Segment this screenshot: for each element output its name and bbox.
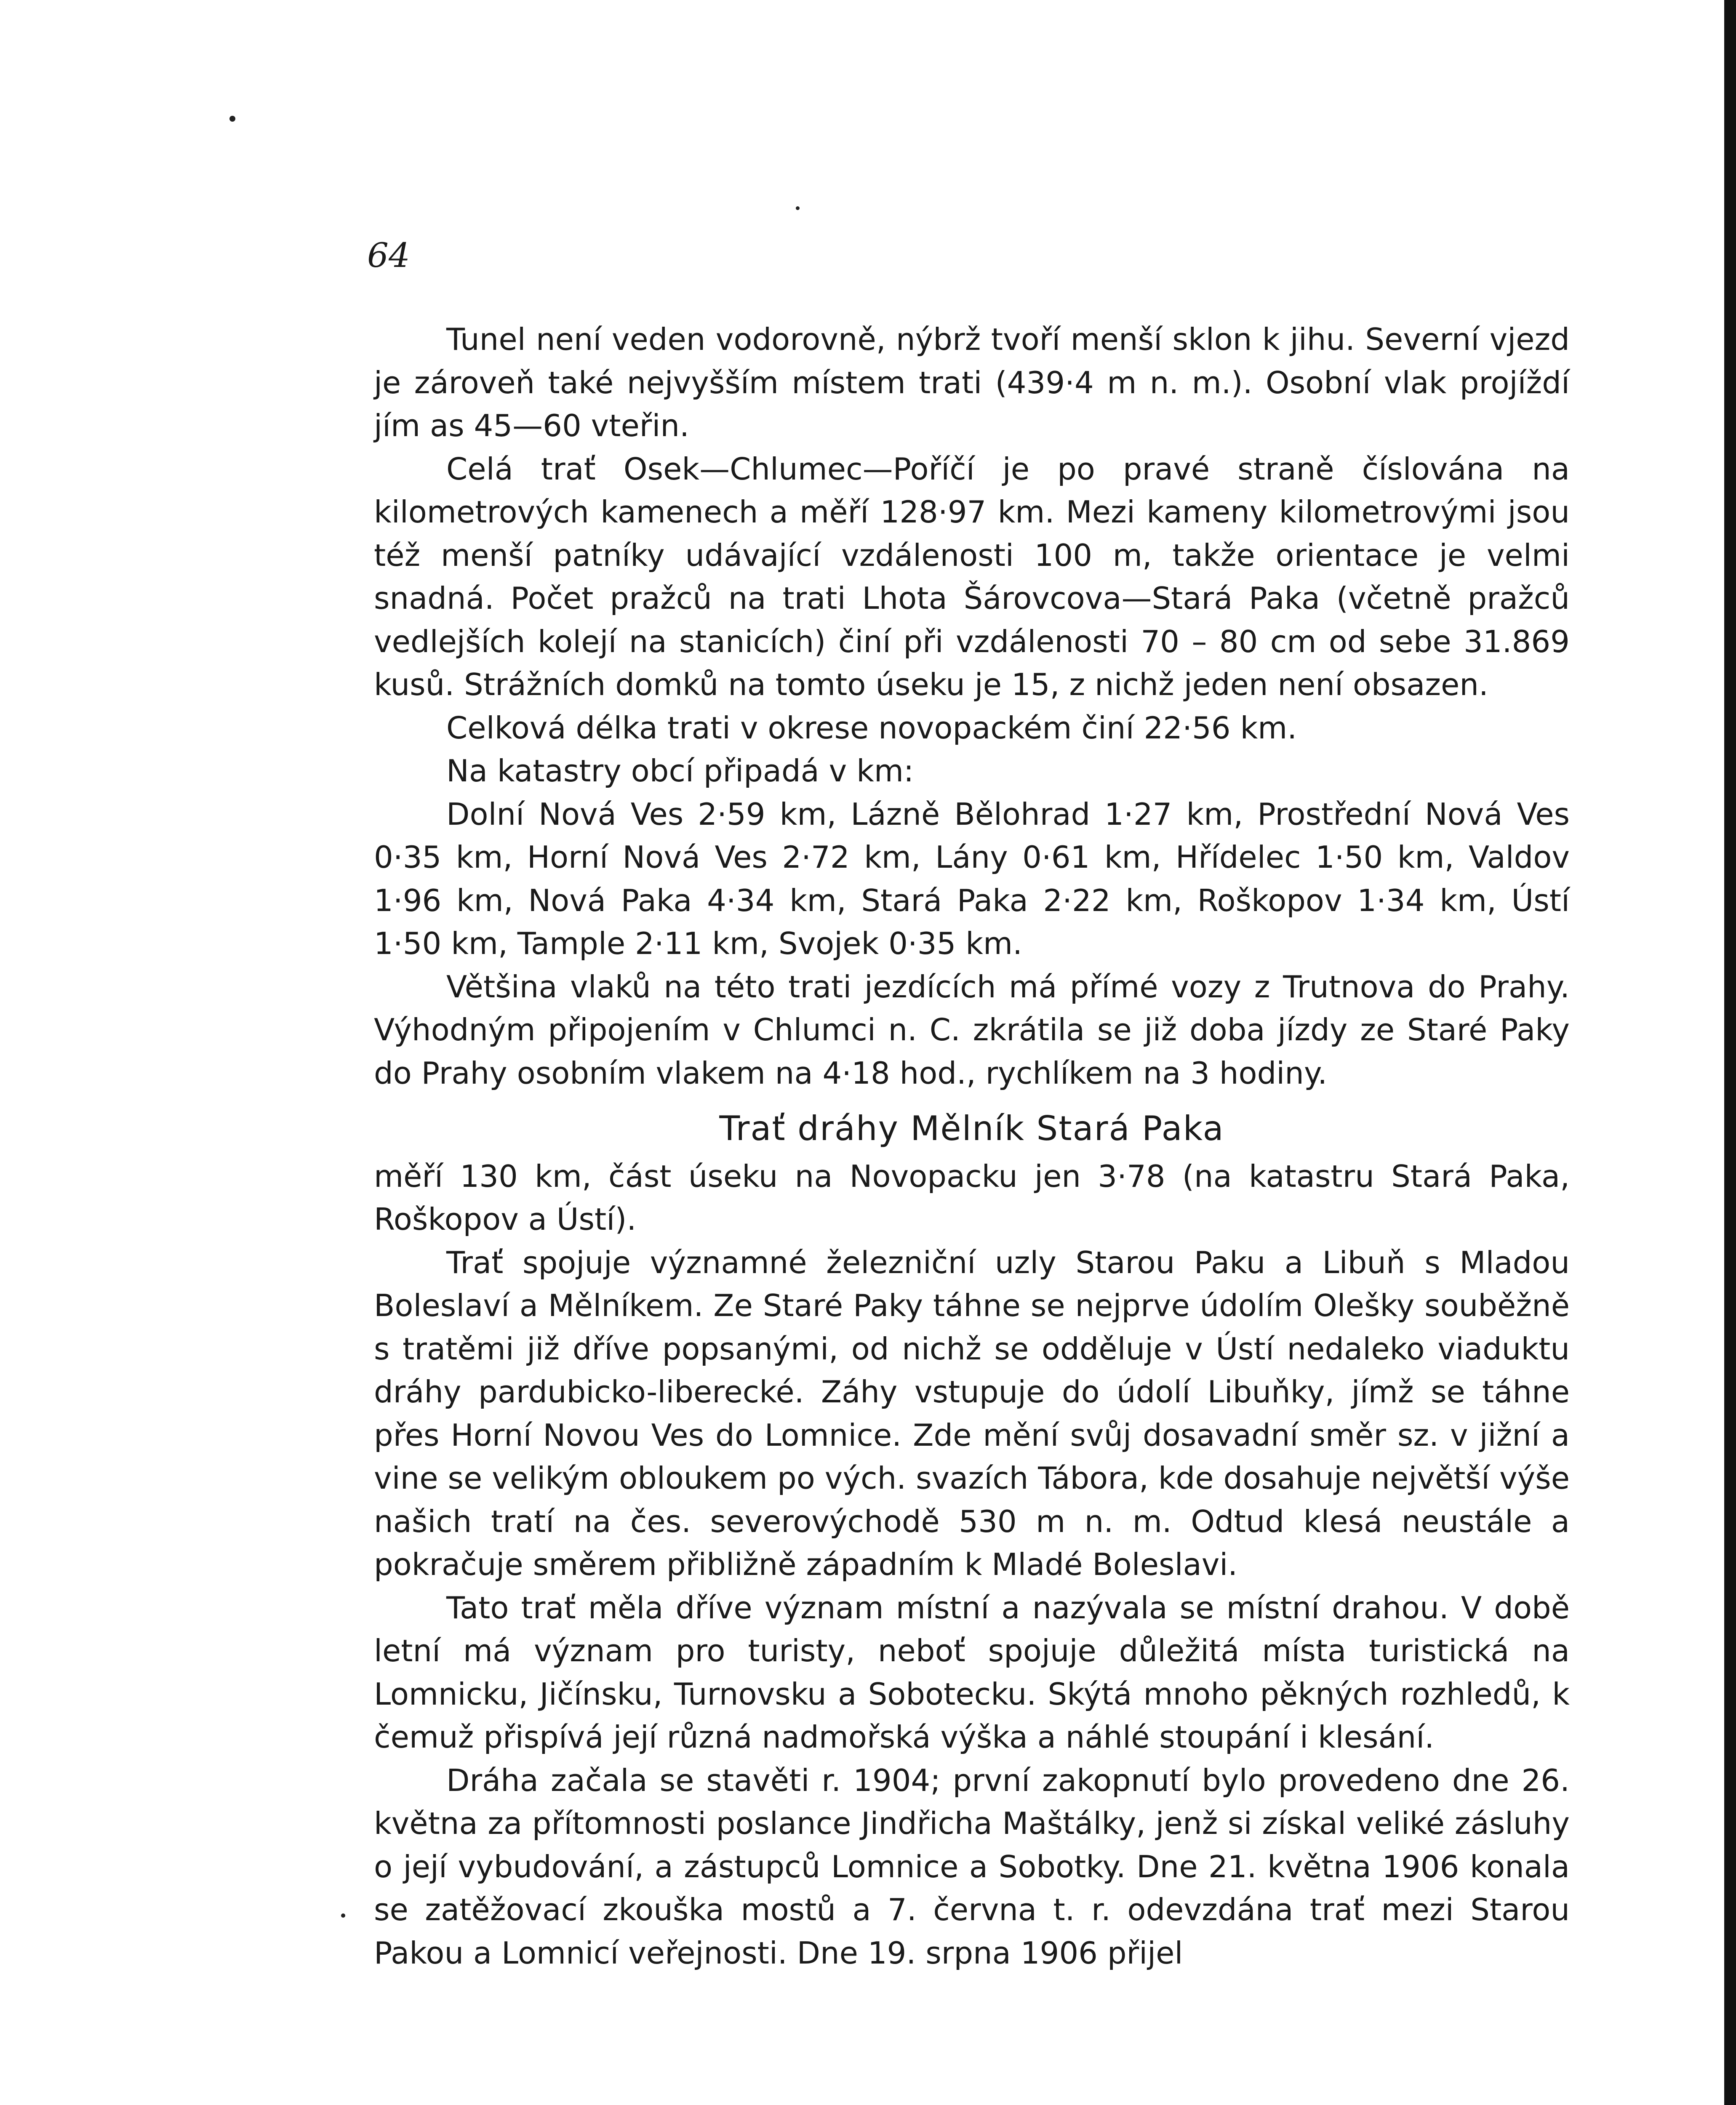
dust-speck [796,206,800,210]
paragraph-trains: Většina vlaků na této trati jezdících má přímé vozy z Trutnova do Prahy. Výhodným připojením v Chlumci n. C. zkrátila se již doba jízdy ze Staré Paky do Prahy osobním vlakem na 4·18 hod., rychlíkem na 3 hodiny. [374,969,1570,1091]
dust-speck [341,1913,345,1918]
paragraph-route: Trať spojuje významné železniční uzly Starou Paku a Libuň s Mladou Boleslaví a Mělníkem. Ze Staré Paky táhne se nejprve údolím Olešky souběžně s tratěmi již dříve popsanými, od nichž se odděluje v Ústí nedaleko viaduktu dráhy pardubicko-liberecké. Záhy vstupuje do údolí Libuňky, jímž se táhne přes Horní Novou Ves do Lomnice. Zde mění svůj dosavadní směr sz. v jižní a vine se velikým obloukem po vých. svazích Tábora, kde dosahuje největší výše našich tratí na čes. severovýchodě 530 m n. m. Odtud klesá neustále a pokračuje směrem přibližně západním k Mladé Boleslavi. [374,1244,1570,1582]
paragraph-cadastre-intro: Na katastry obcí připadá v km: [446,753,914,789]
paragraph-cadastre-list: Dolní Nová Ves 2·59 km, Lázně Bělohrad 1·27 km, Prostřední Nová Ves 0·35 km, Horní Nová Ves 2·72 km, Lány 0·61 km, Hřídelec 1·50 km, Valdov 1·96 km, Nová Paka 4·34 km, Stará Paka 2·22 km, Roškopov 1·34 km, Ústí 1·50 km, Tample 2·11 km, Svojek 0·35 km. [374,796,1570,961]
paragraph-tunnel: Tunel není veden vodorovně, nýbrž tvoří menší sklon k jihu. Severní vjezd je zároveň také nejvyšším místem trati (439·4 m n. m.). Osobní vlak projíždí jím as 45—60 vteřin. [374,322,1570,443]
section-heading: Trať dráhy Mělník Stará Paka [719,1109,1224,1148]
paragraph-length: měří 130 km, část úseku na Novopacku jen 3·78 (na katastru Stará Paka, Roškopov a Ústí). [374,1158,1570,1237]
page-number: 64 [367,236,410,275]
dust-speck [229,116,235,122]
paragraph-tourism: Tato trať měla dříve význam místní a nazývala se místní drahou. V době letní má význam pro turisty, neboť spojuje důležitá místa turistická na Lomnicku, Jičínsku, Turnovsku a Sobotecku. Skýtá mnoho pěkných rozhledů, k čemuž přispívá její různá nadmořská výška a náhlé stoupání i klesání. [374,1590,1570,1755]
page-body [374,318,1570,1974]
paragraph-total-length: Celková délka trati v okrese novopackém činí 22·56 km. [446,710,1297,746]
paragraph-history: Dráha začala se stavěti r. 1904; první zakopnutí bylo provedeno dne 26. května za přítomnosti poslance Jindřicha Maštálky, jenž si získal veliké zásluhy o její vybudování, a zástupců Lomnice a Sobotky. Dne 21. května 1906 konala se zatěžovací zkouška mostů a 7. června t. r. odevzdána trať mezi Starou Pakou a Lomnicí veřejnosti. Dne 19. srpna 1906 přijel [374,1762,1570,1971]
paragraph-track-numbering: Celá trať Osek—Chlumec—Poříčí je po pravé straně číslována na kilometrových kamenech a měří 128·97 km. Mezi kameny kilometrovými jsou též menší patníky udávající vzdálenosti 100 m, takže orientace je velmi snadná. Počet pražců na trati Lhota Šárovcova—Stará Paka (včetně pražců vedlejších kolejí na stanicích) činí při vzdálenosti 70 – 80 cm od sebe 31.869 kusů. Strážních domků na tomto úseku je 15, z nichž jeden není obsazen. [374,451,1570,702]
